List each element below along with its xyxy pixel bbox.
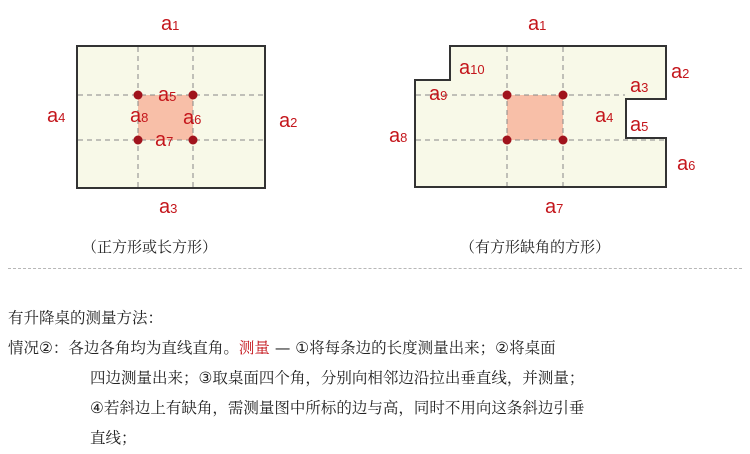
dashed-divider bbox=[8, 268, 742, 269]
corner-dot bbox=[559, 136, 568, 145]
label-a10: a10 bbox=[459, 57, 485, 79]
case-line-3: ④若斜边上有缺角，需测量图中所标的边与高，同时不用向这条斜边引垂 bbox=[90, 399, 585, 417]
corner-dot bbox=[189, 136, 198, 145]
corner-dot bbox=[503, 91, 512, 100]
notched-diagram bbox=[389, 13, 695, 256]
heading: 有升降桌的测量方法： bbox=[8, 309, 164, 327]
label-a5: a5 bbox=[158, 84, 177, 106]
case-line-1-rest: — ①将每条边的长度测量出来；②将桌面 bbox=[269, 339, 556, 357]
label-a4: a4 bbox=[595, 105, 614, 127]
label-a7: a7 bbox=[155, 129, 174, 151]
label-a4: a4 bbox=[47, 105, 66, 127]
label-a3: a3 bbox=[630, 75, 649, 97]
label-a8: a8 bbox=[389, 125, 408, 147]
corner-dot bbox=[559, 91, 568, 100]
instructions bbox=[8, 303, 748, 453]
case-line-1 bbox=[8, 333, 748, 363]
label-a6: a6 bbox=[183, 107, 202, 129]
label-a9: a9 bbox=[429, 83, 448, 105]
keyword-measure: 测量 bbox=[238, 339, 270, 357]
label-a2: a2 bbox=[671, 61, 690, 83]
case-prefix: 情况②：各边各角均为直线直角。 bbox=[8, 339, 239, 357]
corner-dot bbox=[134, 91, 143, 100]
label-a1: a1 bbox=[161, 13, 180, 35]
caption-notched: （有方形缺角的方形） bbox=[460, 238, 611, 256]
corner-dot bbox=[134, 136, 143, 145]
corner-dot bbox=[503, 136, 512, 145]
label-a7: a7 bbox=[545, 196, 564, 218]
corner-dot bbox=[189, 91, 198, 100]
label-a1: a1 bbox=[528, 13, 547, 35]
caption-rectangle: （正方形或长方形） bbox=[82, 238, 218, 256]
case-line-2: 四边测量出来；③取桌面四个角，分别向相邻边沿拉出垂直线，并测量； bbox=[90, 369, 585, 387]
label-a5: a5 bbox=[630, 114, 649, 136]
label-a3: a3 bbox=[159, 196, 178, 218]
case-line-4: 直线； bbox=[90, 429, 137, 447]
label-a2: a2 bbox=[279, 110, 298, 132]
label-a6: a6 bbox=[677, 153, 696, 175]
rectangle-diagram bbox=[47, 13, 297, 256]
label-a8: a8 bbox=[130, 105, 149, 127]
inner-rectangle bbox=[507, 95, 563, 140]
